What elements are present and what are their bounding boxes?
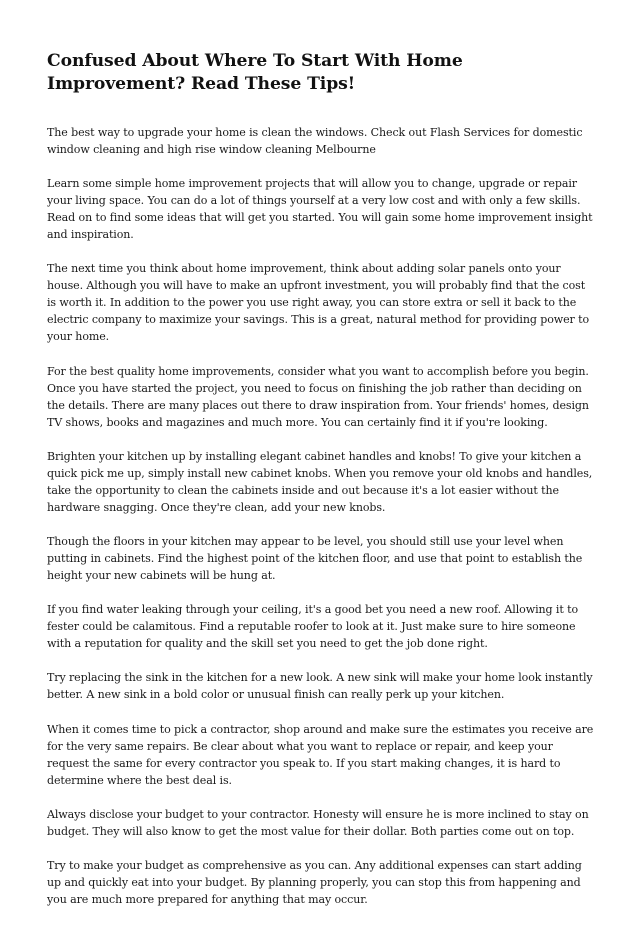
paragraph-11: Try to make your budget as comprehensive as you can. Any additional expenses can start adding up and quickly eat into your budget. By planning properly, you can stop this from happening and you are much more prepared for anything that may occur. (47, 858, 582, 906)
paragraph-9: When it comes time to pick a contractor, shop around and make sure the estimates you receive are for the very same repairs. Be clear about what you want to replace or repair, and keep your request the same for every contractor you speak to. If you start making changes, it is hard to determine where the best deal is. (47, 722, 594, 787)
paragraph-2: Learn some simple home improvement projects that will allow you to change, upgrade or repair your living space. You can do a lot of things yourself at a very low cost and with only a few skills. Read on to find some ideas that will get you started. You will gain some home improvement insight and inspiration. (47, 177, 593, 242)
paragraph-6: Though the floors in your kitchen may appear to be level, you should still use your level when putting in cabinets. Find the highest point of the kitchen floor, and use that point to establish the height your new cabinets will be hung at. (47, 534, 583, 582)
paragraph-1: The best way to upgrade your home is clean the windows. Check out Flash Services for domestic window cleaning and high rise window cleaning Melbourne (47, 126, 583, 156)
paragraph-4: For the best quality home improvements, consider what you want to accomplish before you begin. Once you have started the project, you need to focus on finishing the job rather than deciding on the details. There are many places out there to draw inspiration from. Your friends' homes, design TV shows, books and magazines and much more. You can certainly find it if you're looking. (47, 364, 589, 429)
page-title: Confused About Where To Start With Home Improvement? Read These Tips! (47, 51, 463, 94)
paragraph-5: Brighten your kitchen up by installing elegant cabinet handles and knobs! To give your kitchen a quick pick me up, simply install new cabinet knobs. When you remove your old knobs and handles, take the opportunity to clean the cabinets inside and out because it's a lot easier without the hardware snagging. Once they're clean, add your new knobs. (47, 449, 593, 514)
paragraph-8: Try replacing the sink in the kitchen for a new look. A new sink will make your home look instantly better. A new sink in a bold color or unusual finish can really perk up your kitchen. (47, 671, 593, 702)
paragraph-3: The next time you think about home improvement, think about adding solar panels onto your house. Although you will have to make an upfront investment, you will probably find that the cost is worth it. In addition to the power you use right away, you can store extra or sell it back to the electric company to maximize your savings. This is a great, natural method for providing power to your home. (47, 262, 590, 344)
paragraph-7: If you find water leaking through your ceiling, it's a good bet you need a new roof. Allowing it to fester could be calamitous. Find a reputable roofer to look at it. Just make sure to hire someone with a reputation for quality and the skill set you need to get the job done right. (47, 603, 578, 651)
document-page (47, 50, 595, 925)
paragraph-10: Always disclose your budget to your contractor. Honesty will ensure he is more inclined to stay on budget. They will also know to get the most value for their dollar. Both parties come out on top. (47, 807, 589, 838)
